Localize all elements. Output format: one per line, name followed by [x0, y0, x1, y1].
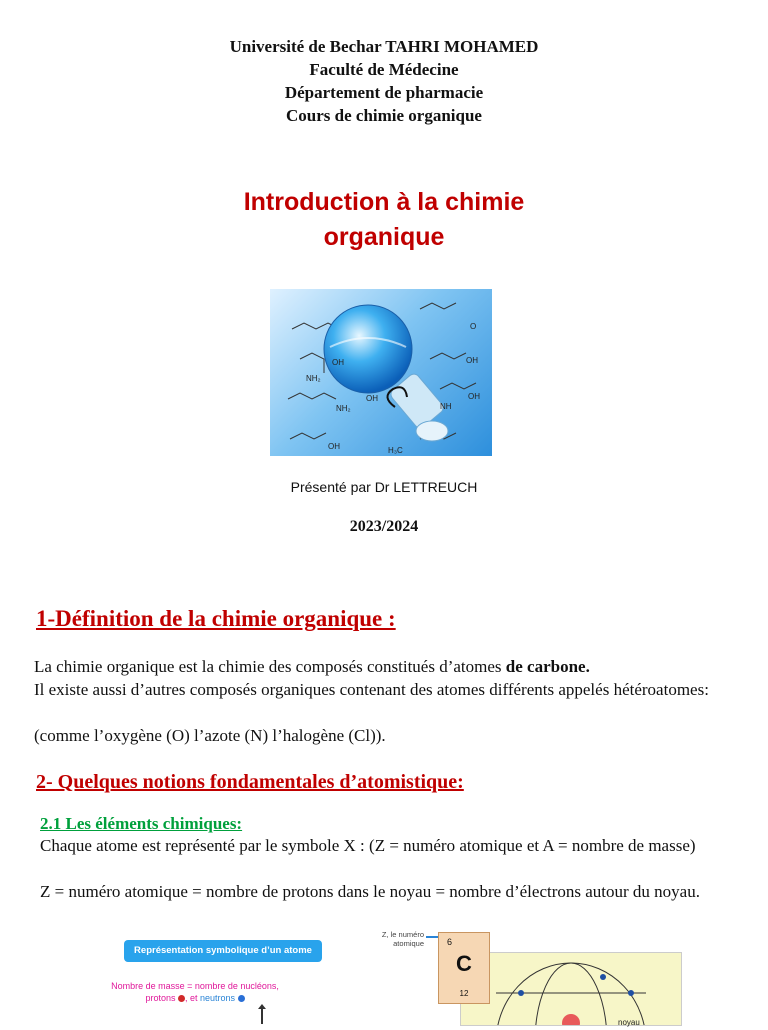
mass-caption-line2	[80, 992, 310, 1004]
proton-dot-icon	[178, 995, 185, 1002]
section2-1-heading: 2.1 Les éléments chimiques:	[40, 814, 243, 833]
flask-drawing	[270, 289, 492, 456]
label-oh: OH	[332, 358, 344, 367]
neutrons-label: neutrons	[200, 993, 236, 1003]
label-h3c: H₃C	[388, 446, 403, 455]
department-name: Département de pharmacie	[284, 83, 484, 102]
label-nh: NH	[440, 402, 452, 411]
faculty-name: Faculté de Médecine	[309, 60, 459, 79]
mass-number-caption	[80, 980, 310, 1004]
label-nh2: NH₂	[336, 404, 351, 413]
atom-model-panel	[460, 952, 682, 1026]
z-label-line1: Z, le numéro	[381, 930, 424, 939]
document-title-line1: Introduction à la chimie	[243, 188, 525, 216]
course-name: Cours de chimie organique	[286, 106, 482, 125]
document-title-line2: organique	[323, 223, 445, 251]
atom-representation-banner: Représentation symbolique d’un atome	[124, 940, 322, 962]
and-label: , et	[184, 993, 198, 1003]
label-oh: OH	[466, 356, 478, 365]
mass-caption-line1: Nombre de masse = nombre de nucléons,	[111, 981, 279, 991]
arrow-up-icon	[261, 1008, 263, 1024]
university-name: Université de Bechar TAHRI MOHAMED	[229, 37, 539, 56]
section1-paragraph3: (comme l’oxygène (O) l’azote (N) l’halogène (Cl)).	[34, 726, 386, 745]
section1-paragraph2: Il existe aussi d’autres composés organiques contenant des atomes différents appelés hétéroatomes:	[34, 680, 709, 699]
z-label-line2: atomique	[393, 939, 424, 948]
section1-heading: 1-Définition de la chimie organique :	[36, 606, 396, 631]
section1-p1-text: La chimie organique est la chimie des composés constitués d’atomes	[34, 657, 506, 676]
section1-paragraph1	[34, 656, 734, 679]
section2-paragraph2: Z = numéro atomique = nombre de protons dans le noyau = nombre d’électrons autour du noyau.	[40, 882, 700, 901]
carbon-atom-figure	[360, 926, 690, 1027]
element-symbol: C	[456, 951, 472, 976]
section2-paragraph1: Chaque atome est représenté par le symbole X : (Z = numéro atomique et A = nombre de masse)	[40, 836, 696, 855]
nucleus-label: noyau	[618, 1018, 640, 1027]
label-oh: OH	[328, 442, 340, 451]
atom-symbol-figure	[80, 930, 320, 1024]
section1-p1-bold: de carbone.	[505, 657, 590, 676]
academic-year: 2023/2024	[349, 518, 419, 535]
mass-number: 12	[459, 989, 469, 998]
section2-heading: 2- Quelques notions fondamentales d’atomistique:	[36, 771, 464, 793]
flask-illustration	[270, 289, 492, 456]
label-nh2: NH₂	[306, 374, 321, 383]
label-oh: OH	[468, 392, 480, 401]
presenter-line: Présenté par Dr LETTREUCH	[290, 479, 478, 495]
neutron-dot-icon	[238, 995, 245, 1002]
label-oh: OH	[366, 394, 378, 403]
atomic-number: 6	[447, 937, 453, 947]
protons-label: protons	[145, 993, 176, 1003]
atom-orbit-drawing	[461, 953, 681, 1025]
label-o: O	[470, 322, 477, 331]
atomic-number-label	[360, 930, 424, 948]
carbon-element-tile	[438, 932, 490, 1004]
